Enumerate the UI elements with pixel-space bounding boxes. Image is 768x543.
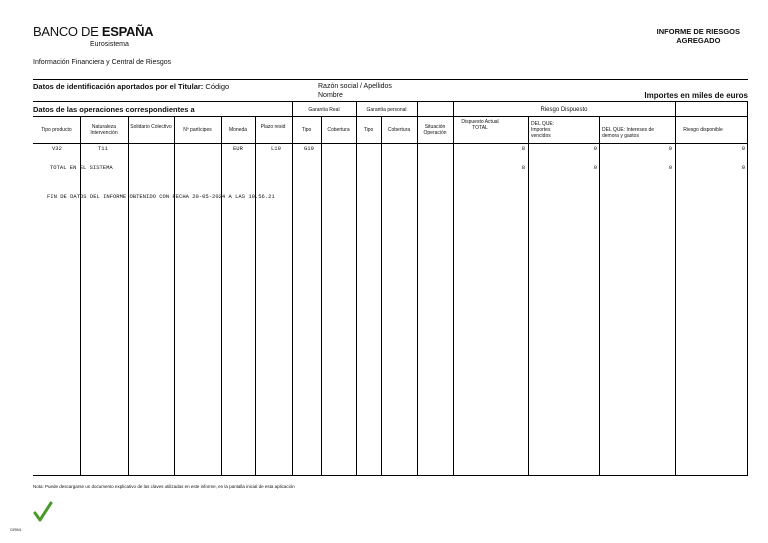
col-solidario: Solidario Colectivo [130,124,172,130]
col-sep [174,116,175,475]
total-label: TOTAL EN EL SISTEMA [50,164,113,171]
col-plazo: Plazo resid [260,124,286,130]
col-gr-cobertura: Cobertura [327,127,350,133]
logo-text-2: ESPAÑA [101,24,154,39]
identification-label: Datos de identificación aportados por el Titular: [33,82,204,91]
razon-line2: Nombre [318,92,343,99]
col-sep [221,116,222,475]
row1-intereses: 0 [668,145,672,152]
importes-note: Importes en miles de euros [644,91,748,100]
row1-naturaleza: T11 [98,145,108,152]
col-riesgo-disponible: Riesgo disponible [683,127,723,133]
col-dispuesto-total: Dispuesto Actual TOTAL [461,119,499,131]
col-sep [356,101,357,475]
col-sep [381,116,382,475]
col-situacion: Situación Operación [423,124,447,136]
col-moneda: Moneda [228,127,248,133]
col-sep [747,101,748,475]
section-title: Información Financiera y Central de Riesgos [33,59,172,66]
total-intereses: 0 [668,164,672,171]
header-bottom-border [33,143,748,144]
row1-moneda: EUR [233,145,243,152]
report-title-line1: INFORME DE RIESGOS [656,27,740,36]
col-tipo-producto: Tipo producto [41,127,72,133]
col-intereses: DEL QUE: Intereses de demora y gastos [602,127,655,139]
col-sep [321,116,322,475]
table-bottom-border [33,475,748,476]
report-title-line2: AGREGADO [676,36,721,45]
group-garantia-real: Garantía Real [308,107,340,113]
row1-garantia-tipo: G19 [304,145,314,152]
col-gr-tipo: Tipo [301,127,312,133]
col-naturaleza: Naturaleza Intervención [90,124,118,136]
group-garantia-personal: Garantía personal [366,107,407,113]
col-gp-cobertura: Cobertura [387,127,411,133]
total-vencidos: 0 [593,164,597,171]
checkmark-icon[interactable] [33,500,53,524]
row1-vencidos: 0 [593,145,597,152]
col-sep [528,116,529,475]
col-sep [599,116,600,475]
row1-dispuesto: 8 [521,145,525,152]
fin-de-datos: FIN DE DATOS DEL INFORME OBTENIDO CON FECHA 20-05-2024 A LAS 10.56.21 [47,193,275,200]
razon-line1: Razón social / Apellidos [318,83,392,90]
bank-logo [33,24,153,39]
report-title [657,27,740,45]
codigo-label: Código [205,82,230,91]
identification-line [33,82,229,91]
group-riesgo-dispuesto: Riesgo Dispuesto [540,107,588,113]
col-gp-tipo: Tipo [363,127,374,133]
col-participes: Nº partícipes [183,127,212,133]
logo-text-1: BANCO DE [33,24,102,39]
row1-tipo: V32 [52,145,62,152]
col-vencidos: DEL QUE: Importes vencidos [531,121,555,139]
col-sep [292,101,293,475]
footer-note: Nota: Puede descargarse un documento explicativo de las claves utilizadas en este informe, en la pantalla inicial de esta aplicación [33,484,295,489]
row1-plazo: L10 [271,145,281,152]
total-disponible: 0 [741,164,745,171]
row1-disponible: 0 [741,145,745,152]
form-code: CIRIN1 [10,528,22,532]
col-sep [255,116,256,475]
total-dispuesto: 8 [521,164,525,171]
razon-social [318,82,392,100]
checkmark-svg [33,500,53,524]
logo-subtitle: Eurosistema [90,41,129,48]
col-sep [128,116,129,475]
col-sep [675,101,676,475]
table-title: Datos de las operaciones correspondientes a [33,105,195,114]
divider [33,79,748,80]
col-sep [453,101,454,475]
table-top-border [33,101,748,102]
col-sep [417,101,418,475]
group-underline [292,116,417,117]
